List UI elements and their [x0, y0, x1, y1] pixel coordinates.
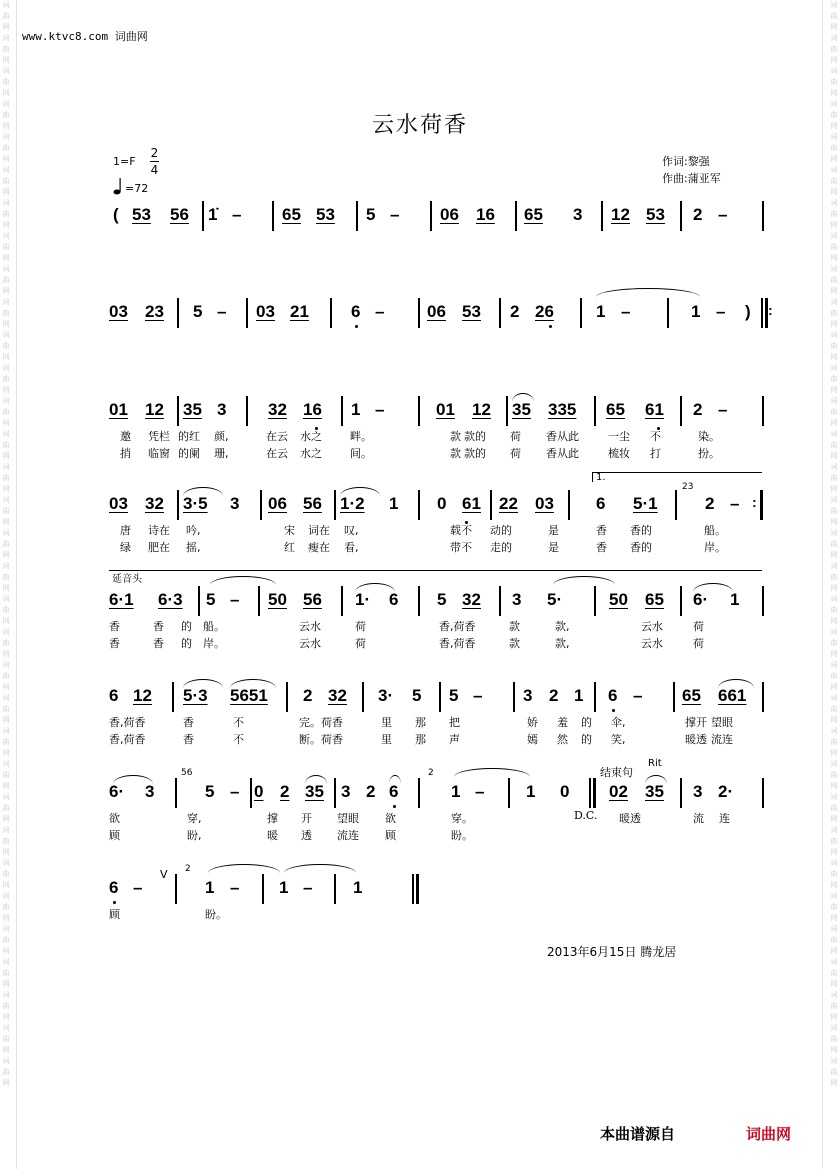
note: 1 — [353, 878, 363, 897]
note: 6 — [596, 494, 606, 513]
note: 12 — [145, 400, 164, 419]
note: 1 — [279, 878, 289, 897]
note: 1 — [451, 782, 461, 801]
note: 2 — [366, 782, 376, 801]
note: 35 — [645, 782, 664, 801]
note: 65 — [606, 400, 625, 419]
time-signature — [150, 146, 159, 177]
tempo: =72 — [125, 182, 149, 195]
note: 6· — [109, 782, 125, 801]
note: 0 — [437, 494, 447, 513]
key-signature: 1=F — [113, 155, 136, 168]
grace-note: 2 — [185, 864, 191, 874]
staff-line-4: 1. 03 32 3·5 3 06 56 1·2 1 0 61 22 03 6 5·1 23 2 – : — [0, 494, 840, 534]
note: 3 — [341, 782, 351, 801]
note: 65 — [524, 205, 543, 224]
note: 3 — [693, 782, 703, 801]
note: 5·1 — [633, 494, 658, 513]
note: 1 — [389, 494, 399, 513]
note: 3 — [573, 205, 583, 224]
volta-1: 1. — [596, 472, 606, 483]
watermark-left: 词曲网词曲网词曲网词曲网词曲网词曲网词曲网词曲网词曲网词曲网词曲网词曲网词曲网词曲网词曲网词曲网词曲网词曲网词曲网词曲网词曲网词曲网词曲网词曲网词曲网词曲网词曲网词曲网词曲网词曲网词曲网词曲网词曲网 — [2, 1, 10, 1087]
note: 23 — [145, 302, 164, 321]
note: 3 — [512, 590, 522, 609]
note: 6 — [109, 878, 119, 897]
watermark-right: 词曲网词曲网词曲网词曲网词曲网词曲网词曲网词曲网词曲网词曲网词曲网词曲网词曲网词曲网词曲网词曲网词曲网词曲网词曲网词曲网词曲网词曲网词曲网词曲网词曲网词曲网词曲网词曲网词曲网词曲网词曲网词曲网词曲网 — [830, 1, 838, 1087]
note: – — [473, 686, 483, 705]
time-bottom: 4 — [150, 163, 159, 177]
note: 06 — [427, 302, 446, 321]
composer: 作曲:蒲亚军 — [662, 172, 721, 185]
note: – — [633, 686, 643, 705]
note: 03 — [256, 302, 275, 321]
note: 6 — [608, 686, 618, 705]
note: 335 — [548, 400, 577, 419]
note: 1 — [526, 782, 536, 801]
note: – — [390, 205, 400, 224]
note: 5651 — [230, 686, 268, 705]
note: 16 — [303, 400, 322, 419]
note: 5 — [437, 590, 447, 609]
note: – — [730, 494, 740, 513]
song-title: 云水荷香 — [371, 113, 468, 138]
note: – — [230, 590, 240, 609]
note: 5 — [449, 686, 459, 705]
note: 5· — [547, 590, 563, 609]
note: 53 — [316, 205, 335, 224]
note: 26 — [535, 302, 554, 321]
note: – — [232, 205, 242, 224]
note: 2 — [705, 494, 715, 513]
note: 6· — [693, 590, 709, 609]
note: 35 — [183, 400, 202, 419]
footer-source: 本曲谱源自 — [600, 1125, 676, 1143]
note: – — [718, 400, 728, 419]
note: 5 — [205, 782, 215, 801]
note: – — [133, 878, 143, 897]
note: 2 — [693, 205, 703, 224]
note: 6 — [389, 590, 399, 609]
note: 02 — [609, 782, 628, 801]
note: 5·3 — [183, 686, 208, 705]
note: 1 — [596, 302, 606, 321]
note: 61 — [462, 494, 481, 513]
paren-open: ( — [113, 205, 119, 224]
grace-note: 2 — [428, 768, 434, 778]
note: 2 — [303, 686, 313, 705]
note: 56 — [303, 590, 322, 609]
time-top: 2 — [150, 146, 159, 160]
note: 01 — [436, 400, 455, 419]
note: 06 — [268, 494, 287, 513]
note: 5 — [206, 590, 216, 609]
note: 1 — [574, 686, 584, 705]
note: 61 — [645, 400, 664, 419]
ending-label: 结束句 — [600, 766, 633, 779]
staff-line-8 — [0, 864, 840, 918]
note: 2 — [510, 302, 520, 321]
footer-brand-link[interactable]: 词曲网 — [746, 1125, 792, 1143]
staff-line-1 — [0, 205, 840, 245]
note: – — [375, 400, 385, 419]
site-url[interactable]: www.ktvc8.com 词曲网 — [22, 30, 148, 43]
breath-mark: V — [160, 868, 168, 881]
note: – — [375, 302, 385, 321]
note: 50 — [609, 590, 628, 609]
note: – — [475, 782, 485, 801]
note: 5 — [193, 302, 203, 321]
note: 6 — [351, 302, 361, 321]
note: 3·5 — [183, 494, 208, 513]
note: 35 — [305, 782, 324, 801]
note: 12 — [133, 686, 152, 705]
note: 01 — [109, 400, 128, 419]
note: 03 — [109, 302, 128, 321]
note: – — [217, 302, 227, 321]
note: 12 — [472, 400, 491, 419]
note: 06 — [440, 205, 459, 224]
note: 661 — [718, 686, 747, 705]
da-capo: D.C. — [574, 809, 598, 822]
ritardando: Rit — [648, 758, 662, 769]
note: 32 — [268, 400, 287, 419]
note: 0 — [254, 782, 264, 801]
note: 3· — [378, 686, 394, 705]
note: 6 — [389, 782, 399, 801]
note: 53 — [132, 205, 151, 224]
note: 1̇ — [208, 205, 218, 224]
note: 3 — [217, 400, 227, 419]
note: 56 — [170, 205, 189, 224]
note: 2 — [693, 400, 703, 419]
note: 1 — [205, 878, 215, 897]
note: 1·2 — [340, 494, 365, 513]
note: 03 — [109, 494, 128, 513]
note: 2 — [280, 782, 290, 801]
paren-close: ) — [745, 302, 751, 321]
grace-note: 56 — [181, 768, 193, 778]
note: 5 — [412, 686, 422, 705]
note: 21 — [290, 302, 309, 321]
note: 12 — [611, 205, 630, 224]
note: 1 — [691, 302, 701, 321]
note: 5 — [366, 205, 376, 224]
note: 1 — [351, 400, 361, 419]
grace-note: 23 — [682, 482, 694, 492]
page-edge-left — [16, 0, 17, 1169]
note: 65 — [682, 686, 701, 705]
note: – — [621, 302, 631, 321]
note: 1· — [355, 590, 371, 609]
note: 3 — [230, 494, 240, 513]
lyricist: 作词:黎强 — [662, 155, 710, 168]
note: 6·3 — [158, 590, 183, 609]
note: 32 — [462, 590, 481, 609]
note: 22 — [499, 494, 518, 513]
fermata-marker: 延音头 — [112, 574, 142, 585]
quarter-note-icon — [113, 177, 123, 195]
note: 16 — [476, 205, 495, 224]
note: 0 — [560, 782, 570, 801]
note: – — [230, 878, 240, 897]
note: 32 — [328, 686, 347, 705]
note: 35 — [512, 400, 531, 419]
note: – — [716, 302, 726, 321]
note: 32 — [145, 494, 164, 513]
note: 2 — [549, 686, 559, 705]
staff-line-7 — [0, 758, 840, 822]
note: 50 — [268, 590, 287, 609]
page-edge-right — [822, 0, 823, 1169]
note: 6 — [109, 686, 119, 705]
note: 3 — [145, 782, 155, 801]
note: – — [718, 205, 728, 224]
note: 2· — [718, 782, 734, 801]
note: 3 — [523, 686, 533, 705]
note: 1 — [730, 590, 740, 609]
note: – — [230, 782, 240, 801]
note: – — [303, 878, 313, 897]
staff-line-5 — [0, 574, 840, 630]
date-signature: 2013年6月15日 腾龙居 — [547, 945, 677, 959]
note: 65 — [645, 590, 664, 609]
note: 53 — [646, 205, 665, 224]
note: 56 — [303, 494, 322, 513]
note: 53 — [462, 302, 481, 321]
note: 6·1 — [109, 590, 134, 609]
note: 65 — [282, 205, 301, 224]
staff-line-2: 03 23 5 – 03 21 6 – 06 53 2 26 1 – 1 – ) : — [0, 302, 840, 342]
note: 03 — [535, 494, 554, 513]
